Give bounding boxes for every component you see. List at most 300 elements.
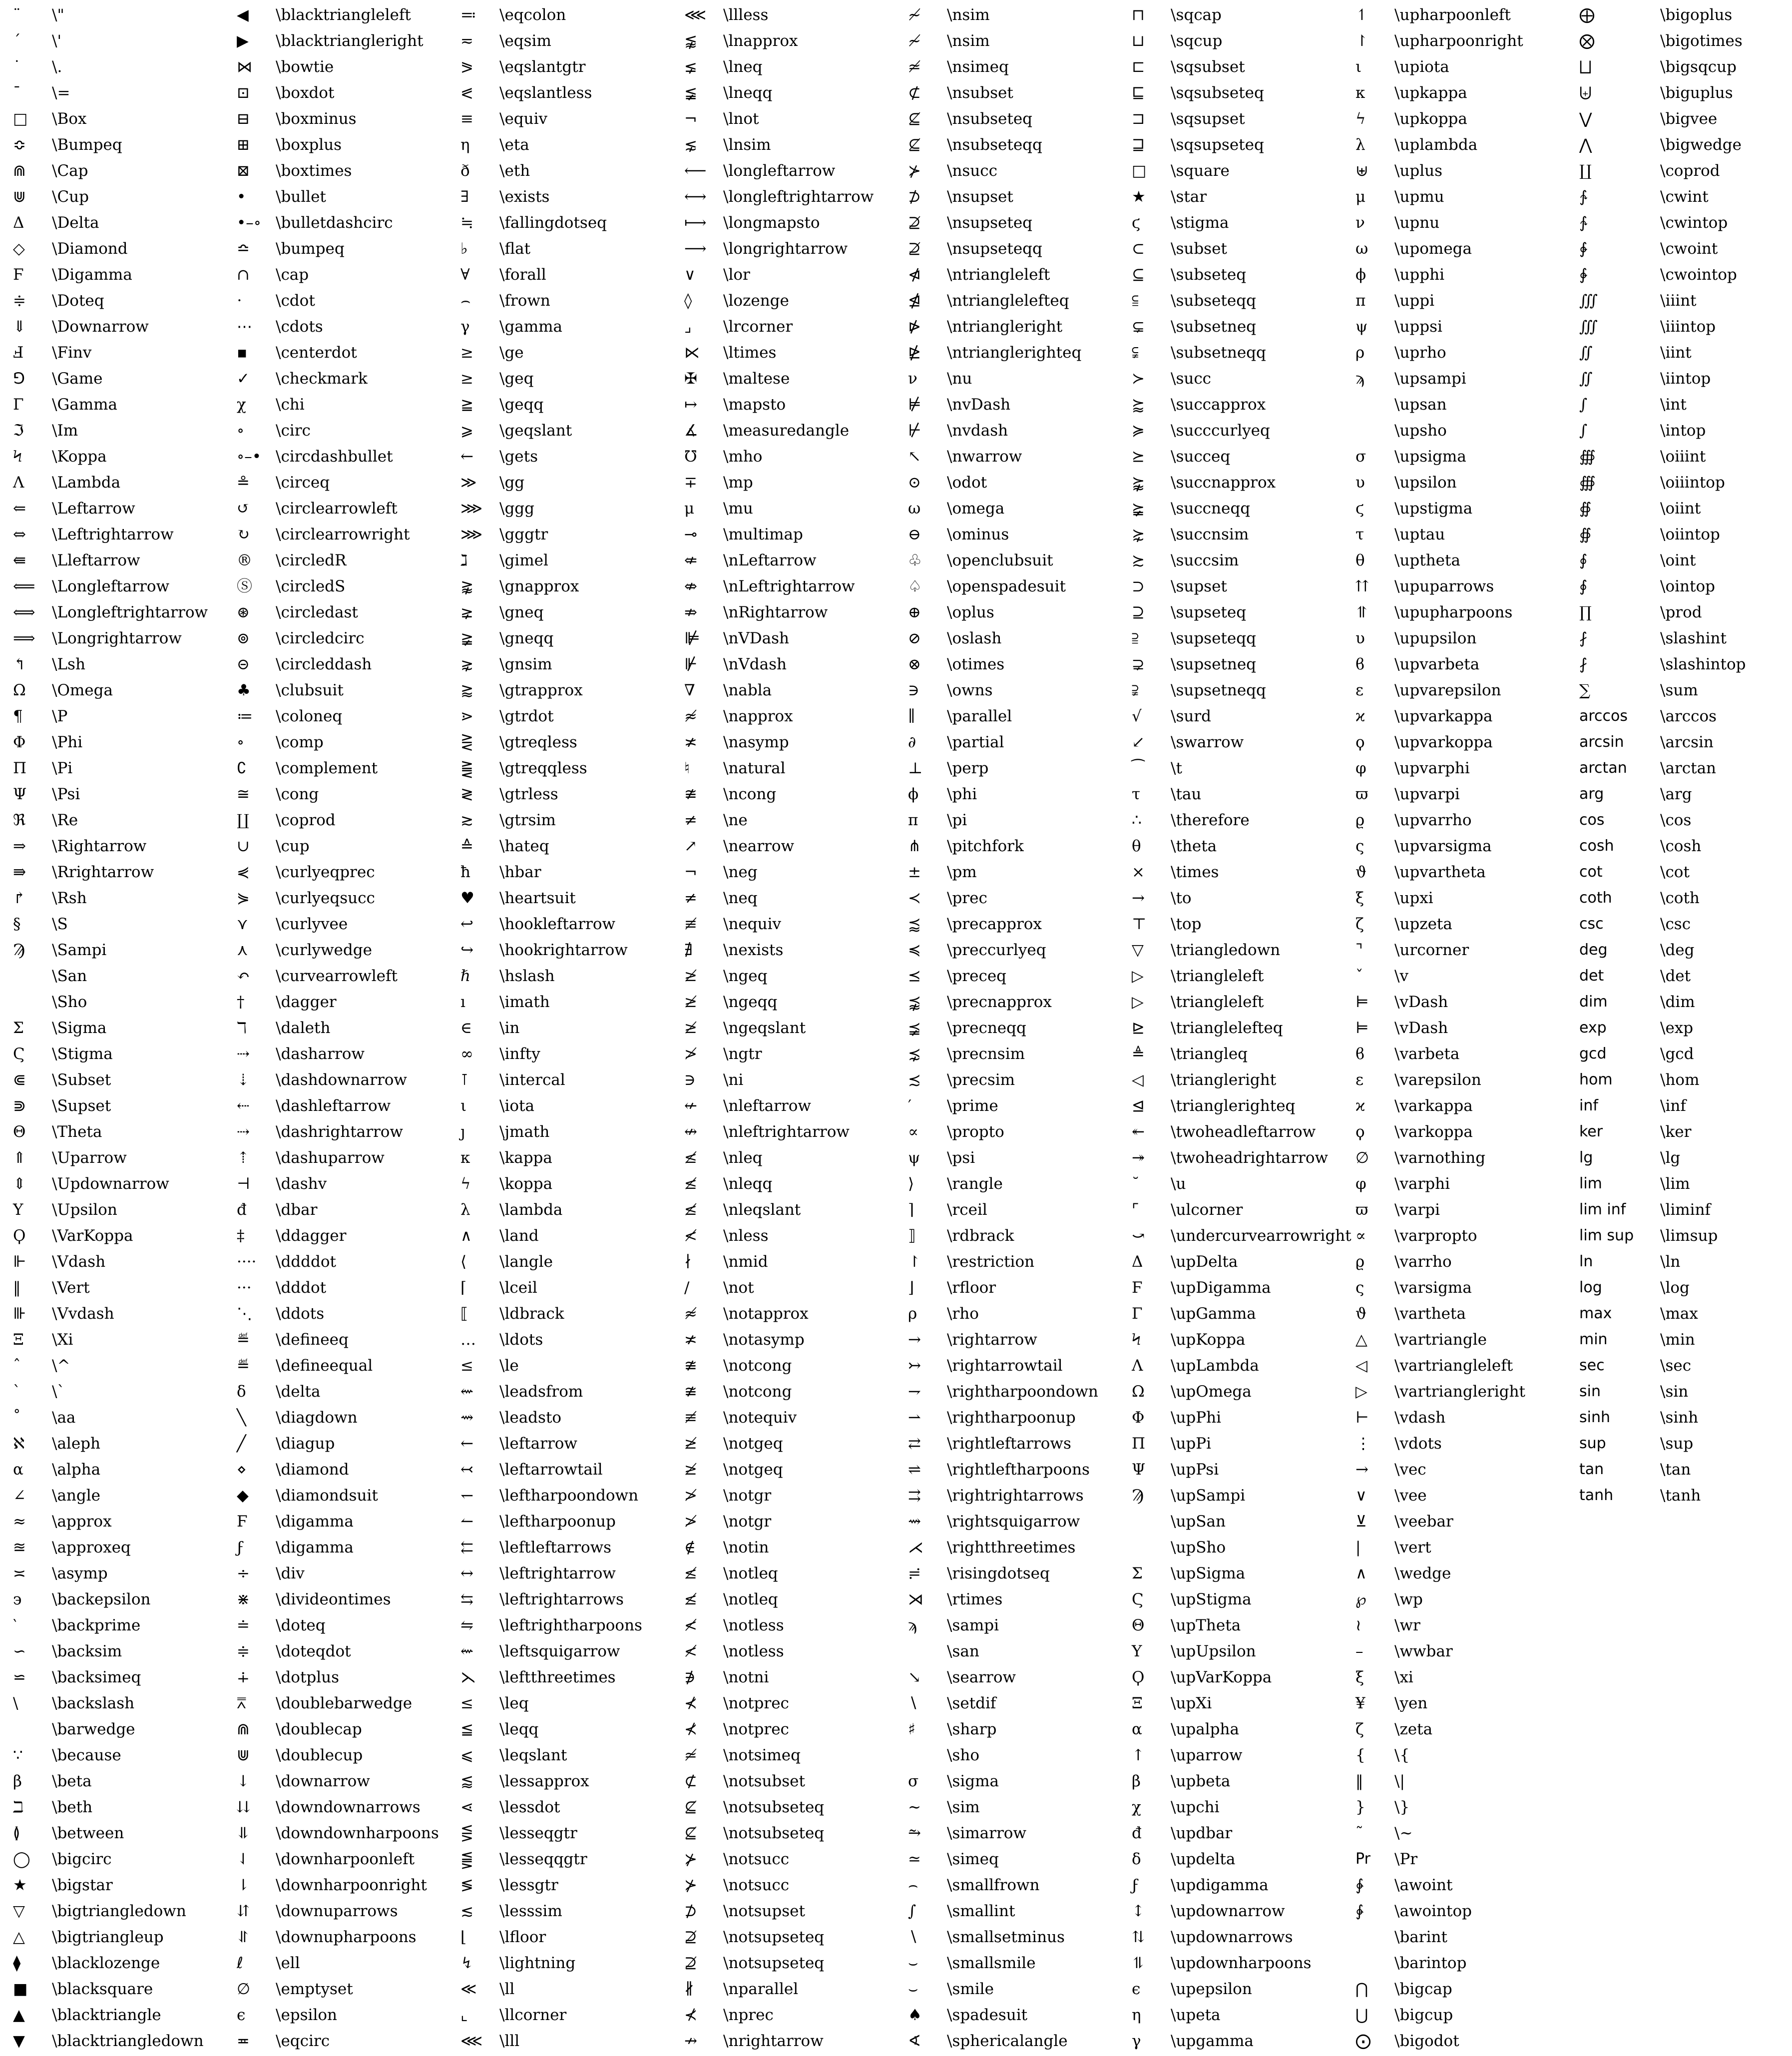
symbol-command-name: \upvarepsilon [1394,681,1501,699]
symbol-glyph: ϵ [237,2006,246,2024]
symbol-command-name: \ln [1660,1253,1681,1271]
symbol-row [671,547,895,573]
symbol-command-name: \cwoint [1660,240,1718,258]
symbol-row [895,599,1119,625]
symbol-glyph: ≰ [684,1564,697,1582]
symbol-row [224,1820,448,1846]
symbol-command-name: \updigamma [1171,1876,1269,1894]
symbol-command-name: \wwbar [1394,1642,1453,1660]
symbol-command-name: \upSan [1171,1513,1226,1531]
symbol-glyph: ⇜ [460,1642,473,1660]
symbol-row [671,1950,895,1976]
symbol-command-name: \geqslant [499,422,572,440]
symbol-glyph: ⇌ [908,1461,921,1479]
symbol-row [1343,1664,1566,1690]
symbol-row [0,599,224,625]
symbol-command-name: \Delta [52,214,99,232]
symbol-row [1343,885,1566,911]
symbol-command-name: \sup [1660,1435,1694,1453]
symbol-glyph: ⋖ [460,1798,473,1816]
symbol-command-name: \nLeftrightarrow [723,577,855,595]
symbol-command-name: \boxminus [276,110,357,128]
symbol-command-name: \upSigma [1171,1564,1246,1582]
symbol-glyph: ⪊ [460,577,473,595]
symbol-command-name: \rfloor [947,1279,996,1297]
symbol-glyph: ⋄ [237,1461,247,1479]
symbol-command-name: \nsupseteqq [947,240,1042,258]
symbol-row [448,158,671,184]
symbol-row [895,703,1119,729]
symbol-row [0,833,224,859]
symbol-command-name: \blacktriangleright [276,32,424,50]
symbol-row [1119,1560,1343,1586]
symbol-glyph: ⋦ [684,136,697,154]
symbol-glyph: ι [1355,58,1362,76]
symbol-glyph: α [1132,1720,1142,1738]
symbol-command-name: \supseteq [1171,603,1247,621]
symbol-row [448,1690,671,1716]
symbol-row [1343,288,1566,314]
symbol-glyph: ⊉ [908,214,921,232]
symbol-glyph: ⇂ [237,1876,250,1894]
symbol-row [895,1716,1119,1742]
symbol-glyph: ⌣ [908,1954,918,1972]
symbol-glyph: ★ [13,1876,27,1894]
symbol-glyph: ⋗ [460,707,473,725]
symbol-row [1343,2002,1566,2028]
symbol-glyph: ◁ [1132,1071,1144,1089]
symbol-command-name: \Leftarrow [52,500,135,517]
symbol-glyph: ˙ [13,58,21,76]
symbol-glyph: ω [908,500,921,517]
symbol-glyph: ℘ [1355,1590,1366,1608]
symbol-command-name: \ge [499,344,524,362]
symbol-command-name: \triangleleft [1171,967,1264,985]
symbol-command-name: \smallsmile [947,1954,1036,1972]
symbol-command-name: \le [499,1357,519,1375]
symbol-row [0,132,224,158]
symbol-command-name: \odot [947,474,987,492]
symbol-row [448,755,671,781]
symbol-command-name: \vec [1394,1461,1426,1479]
symbol-command-name: \Xi [52,1331,73,1349]
symbol-row [1566,1015,1790,1041]
symbol-command-name: \theta [1171,837,1217,855]
symbol-row [895,1950,1119,1976]
symbol-command-name: \upSho [1171,1539,1226,1556]
symbol-glyph: ∲ [1579,266,1588,284]
symbol-row [895,885,1119,911]
symbol-command-name: \upsampi [1394,370,1466,388]
symbol-row [224,1041,448,1067]
symbol-command-name: \gtrapprox [499,681,583,699]
symbol-row [1343,54,1566,80]
symbol-row [1343,599,1566,625]
symbol-command-name: \measuredangle [723,422,850,440]
symbol-glyph: ∅ [237,1980,251,1998]
symbol-glyph: ⪖ [460,58,473,76]
symbol-row [1119,184,1343,210]
symbol-glyph: → [908,1331,921,1349]
symbol-glyph: Ϝ [13,266,24,284]
symbol-row [895,158,1119,184]
symbol-command-name: \sho [947,1746,979,1764]
symbol-command-name: \smallint [947,1902,1015,1920]
symbol-command-name: \dagger [276,993,337,1011]
symbol-glyph: ± [908,863,921,881]
symbol-row [224,1794,448,1820]
symbol-command-name: \upharpoonright [1394,32,1523,50]
symbol-row [448,1560,671,1586]
symbol-row [1119,807,1343,833]
symbol-glyph: ↑ [1132,1746,1145,1764]
symbol-command-name: \owns [947,681,993,699]
symbol-row [0,1275,224,1301]
symbol-row [0,1457,224,1483]
symbol-glyph: ψ [908,1149,920,1167]
symbol-glyph: ⋑ [13,1097,26,1115]
symbol-command-name: \uprho [1394,344,1446,362]
symbol-row [0,496,224,521]
symbol-glyph: ⟹ [13,629,35,647]
symbol-command-name: \notsucc [723,1850,790,1868]
symbol-glyph: ⌢ [460,292,471,310]
symbol-glyph: θ [1355,551,1365,569]
symbol-row [224,1612,448,1638]
symbol-glyph: ↽ [460,1487,473,1505]
symbol-column-1 [224,2,448,2054]
symbol-row [1119,1327,1343,1353]
symbol-row [1119,418,1343,444]
symbol-command-name: \vartriangleleft [1394,1357,1513,1375]
symbol-glyph: ⊀ [684,1720,697,1738]
symbol-command-name: \upkappa [1394,84,1467,102]
symbol-command-name: \upepsilon [1171,1980,1252,1998]
symbol-glyph: ⇋ [460,1616,473,1634]
symbol-glyph: ⇉ [908,1487,921,1505]
symbol-glyph: ⊇ [1132,603,1145,621]
symbol-command-name: \exp [1660,1019,1694,1037]
symbol-glyph: ϱ [1355,1253,1365,1271]
symbol-glyph: ∘–• [237,448,261,466]
symbol-glyph: tan [1579,1461,1604,1478]
symbol-row [448,937,671,963]
symbol-row [671,1327,895,1353]
symbol-command-name: \liminf [1660,1201,1711,1219]
symbol-glyph: ⊢ [1355,1409,1369,1427]
symbol-glyph: Λ [1132,1357,1143,1375]
symbol-row [671,2,895,28]
symbol-command-name: \upvartheta [1394,863,1486,881]
symbol-row [895,1976,1119,2002]
symbol-row [1343,1041,1566,1067]
symbol-row [448,1950,671,1976]
symbol-glyph: ⊤ [1132,915,1147,933]
symbol-row [895,1301,1119,1327]
symbol-glyph: ℑ [13,422,24,440]
symbol-glyph: ψ [1355,318,1368,336]
symbol-glyph: ▽ [1132,941,1144,959]
symbol-command-name: \notsubseteq [723,1824,825,1842]
symbol-glyph: ⨀ [1355,2032,1371,2050]
symbol-row [224,1950,448,1976]
symbol-row [224,781,448,807]
symbol-command-name: \uppsi [1394,318,1442,336]
symbol-row [1566,314,1790,340]
symbol-command-name: \dashdownarrow [276,1071,407,1089]
symbol-glyph: ♮ [684,759,690,777]
symbol-row [671,470,895,496]
symbol-row [0,1353,224,1379]
symbol-glyph: ∥ [908,707,915,725]
symbol-command-name: \nvDash [947,396,1011,414]
symbol-glyph: ≪ [460,1980,477,1998]
symbol-command-name: \leftrightarrow [499,1564,616,1582]
symbol-row [1343,1586,1566,1612]
symbol-command-name: \trianglerighteq [1171,1097,1296,1115]
symbol-glyph: ⊓ [1132,6,1145,24]
symbol-command-name: \ointop [1660,577,1715,595]
symbol-command-name: \nsimeq [947,58,1009,76]
symbol-row [224,158,448,184]
symbol-command-name: \notless [723,1616,784,1634]
symbol-row [224,1716,448,1742]
symbol-command-name: \bigotimes [1660,32,1743,50]
symbol-glyph: ∢ [908,2032,921,2050]
symbol-command-name: \digamma [276,1513,354,1531]
symbol-command-name: \gg [499,474,525,492]
symbol-row [224,1872,448,1898]
symbol-glyph: ⪰ [1132,448,1145,466]
symbol-command-name: \varbeta [1394,1045,1460,1063]
symbol-row [224,651,448,677]
symbol-command-name: \notsucc [723,1876,790,1894]
symbol-command-name: \lambda [499,1201,563,1219]
symbol-glyph: ∀ [460,266,470,284]
symbol-glyph: ▪ [237,344,248,362]
symbol-glyph: Ϟ [13,448,22,466]
symbol-glyph: ↢ [460,1461,473,1479]
symbol-row [224,1067,448,1093]
symbol-command-name: \exists [499,188,550,206]
symbol-row [671,314,895,340]
symbol-row [1119,1794,1343,1820]
symbol-glyph: Ξ [1132,1694,1143,1712]
symbol-command-name: \circleddash [276,655,372,673]
symbol-glyph: ϖ [1355,1201,1368,1219]
symbol-row [448,1924,671,1950]
symbol-command-name: \notgr [723,1487,772,1505]
symbol-row [1566,1353,1790,1379]
symbol-glyph: ≭ [684,1331,697,1349]
symbol-glyph: sinh [1579,1409,1610,1426]
symbol-glyph: ⊁ [684,1876,697,1894]
symbol-command-name: \hslash [499,967,555,985]
symbol-glyph: ⊑ [1132,84,1145,102]
symbol-glyph: ≱ [684,1019,697,1037]
symbol-row [224,2,448,28]
symbol-command-name: \updelta [1171,1850,1236,1868]
symbol-glyph: ↼ [460,1513,473,1531]
symbol-row [0,677,224,703]
symbol-row [895,470,1119,496]
symbol-glyph: χ [237,396,246,414]
symbol-command-name: \succnsim [1171,525,1249,543]
symbol-row [671,781,895,807]
symbol-command-name: \' [52,32,61,50]
symbol-row [448,1742,671,1768]
symbol-row [895,80,1119,106]
symbol-row [448,392,671,418]
symbol-glyph: ≉ [684,707,697,725]
symbol-glyph: δ [1132,1850,1141,1868]
symbol-row [1566,470,1790,496]
symbol-command-name: \cwointop [1660,266,1737,284]
symbol-glyph: Ϡ [13,941,25,959]
symbol-glyph: ⊊ [1132,318,1145,336]
symbol-row [1119,1145,1343,1171]
symbol-glyph: ⋧ [460,655,473,673]
symbol-glyph: Υ [1132,1642,1142,1660]
symbol-glyph: ⨂ [1579,32,1595,50]
symbol-glyph: ⪉ [684,32,697,50]
symbol-command-name: \bigodot [1394,2032,1459,2050]
symbol-command-name: \upmu [1394,188,1444,206]
symbol-row [895,1197,1119,1223]
symbol-command-name: \intop [1660,422,1706,440]
symbol-command-name: \because [52,1746,121,1764]
symbol-glyph: ı [460,993,465,1011]
symbol-row [1119,1768,1343,1794]
symbol-row [448,1015,671,1041]
symbol-row [0,1560,224,1586]
symbol-glyph: } [1355,1798,1365,1816]
symbol-command-name: \openspadesuit [947,577,1066,595]
symbol-row [1343,651,1566,677]
symbol-command-name: \san [947,1642,979,1660]
symbol-row [224,1405,448,1431]
symbol-row [0,755,224,781]
symbol-row [0,1223,224,1249]
symbol-command-name: \nleftarrow [723,1097,811,1115]
symbol-row [1343,28,1566,54]
symbol-glyph: ∔ [237,1668,250,1686]
symbol-glyph: ≂ [460,32,473,50]
symbol-command-name: \nVDash [723,629,790,647]
symbol-command-name: \} [1394,1798,1410,1816]
symbol-command-name: \flat [499,240,531,258]
symbol-row [671,28,895,54]
symbol-command-name: \leqq [499,1720,539,1738]
symbol-glyph: ↛ [684,2032,697,2050]
symbol-command-name: \barint [1394,1928,1447,1946]
symbol-row [224,1171,448,1197]
symbol-command-name: \notsupset [723,1902,805,1920]
symbol-row [0,1535,224,1560]
symbol-glyph: ≗ [237,474,250,492]
symbol-glyph: ≲ [460,1902,473,1920]
symbol-row [448,184,671,210]
symbol-glyph: ♯ [908,1720,916,1738]
symbol-command-name: \bullet [276,188,326,206]
symbol-glyph: ⟼ [684,214,707,232]
symbol-command-name: \lll [499,2032,520,2050]
symbol-row [448,1041,671,1067]
symbol-row [895,106,1119,132]
symbol-glyph: ⋓ [13,188,26,206]
symbol-command-name: \downarrow [276,1772,370,1790]
symbol-command-name: \therefore [1171,811,1250,829]
symbol-row [1343,106,1566,132]
symbol-command-name: \geqq [499,396,544,414]
symbol-row [671,937,895,963]
symbol-row [671,1924,895,1950]
symbol-command-name: \awoint [1394,1876,1453,1894]
symbol-command-name: \ntrianglelefteq [947,292,1069,310]
symbol-glyph: ≥ [460,344,473,362]
symbol-glyph: ∂ [908,733,916,751]
symbol-command-name: \pm [947,863,977,881]
symbol-command-name: \gtrless [499,785,558,803]
symbol-glyph: ↻ [237,525,250,543]
symbol-glyph: ⋨ [908,1045,921,1063]
symbol-glyph: ≳ [460,811,473,829]
symbol-glyph: ˜ [1355,1824,1363,1842]
symbol-command-name: \ker [1660,1123,1692,1141]
symbol-glyph: ↓ [237,1772,250,1790]
symbol-command-name: \arcsin [1660,733,1714,751]
symbol-command-name: \aa [52,1409,76,1427]
symbol-command-name: \to [1171,889,1192,907]
symbol-glyph: ≝ [237,1331,250,1349]
symbol-row [1119,937,1343,963]
symbol-command-name: \upvarphi [1394,759,1470,777]
symbol-glyph: ⇇ [460,1539,473,1556]
symbol-row [671,833,895,859]
symbol-command-name: \nVdash [723,655,787,673]
symbol-row [671,366,895,392]
symbol-command-name: \nsubseteqq [947,136,1042,154]
symbol-row [0,1145,224,1171]
symbol-row [1343,1716,1566,1742]
symbol-glyph: ≎ [13,136,26,154]
symbol-row [448,1768,671,1794]
symbol-row [1343,1638,1566,1664]
symbol-glyph: ȷ [460,1123,465,1141]
symbol-row [448,1846,671,1872]
symbol-glyph: ⋙ [460,500,483,517]
symbol-command-name: \upsilon [1394,474,1457,492]
symbol-command-name: \gets [499,448,538,466]
symbol-row [224,1846,448,1872]
symbol-row [895,521,1119,547]
symbol-glyph: ¥ [1355,1694,1365,1712]
symbol-command-name: \upvarpi [1394,785,1460,803]
symbol-glyph: arcsin [1579,733,1624,751]
symbol-row [0,807,224,833]
symbol-glyph: ⋩ [1132,525,1145,543]
symbol-glyph: ⊖ [908,525,921,543]
symbol-command-name: \notcong [723,1383,792,1401]
symbol-row [448,807,671,833]
symbol-row [1566,599,1790,625]
symbol-row [1119,1067,1343,1093]
symbol-row [1343,1327,1566,1353]
symbol-command-name: \smallfrown [947,1876,1040,1894]
symbol-glyph: ⨄ [1579,84,1592,102]
symbol-glyph: ∮ [1579,551,1588,569]
symbol-glyph: ⋙ [460,525,483,543]
